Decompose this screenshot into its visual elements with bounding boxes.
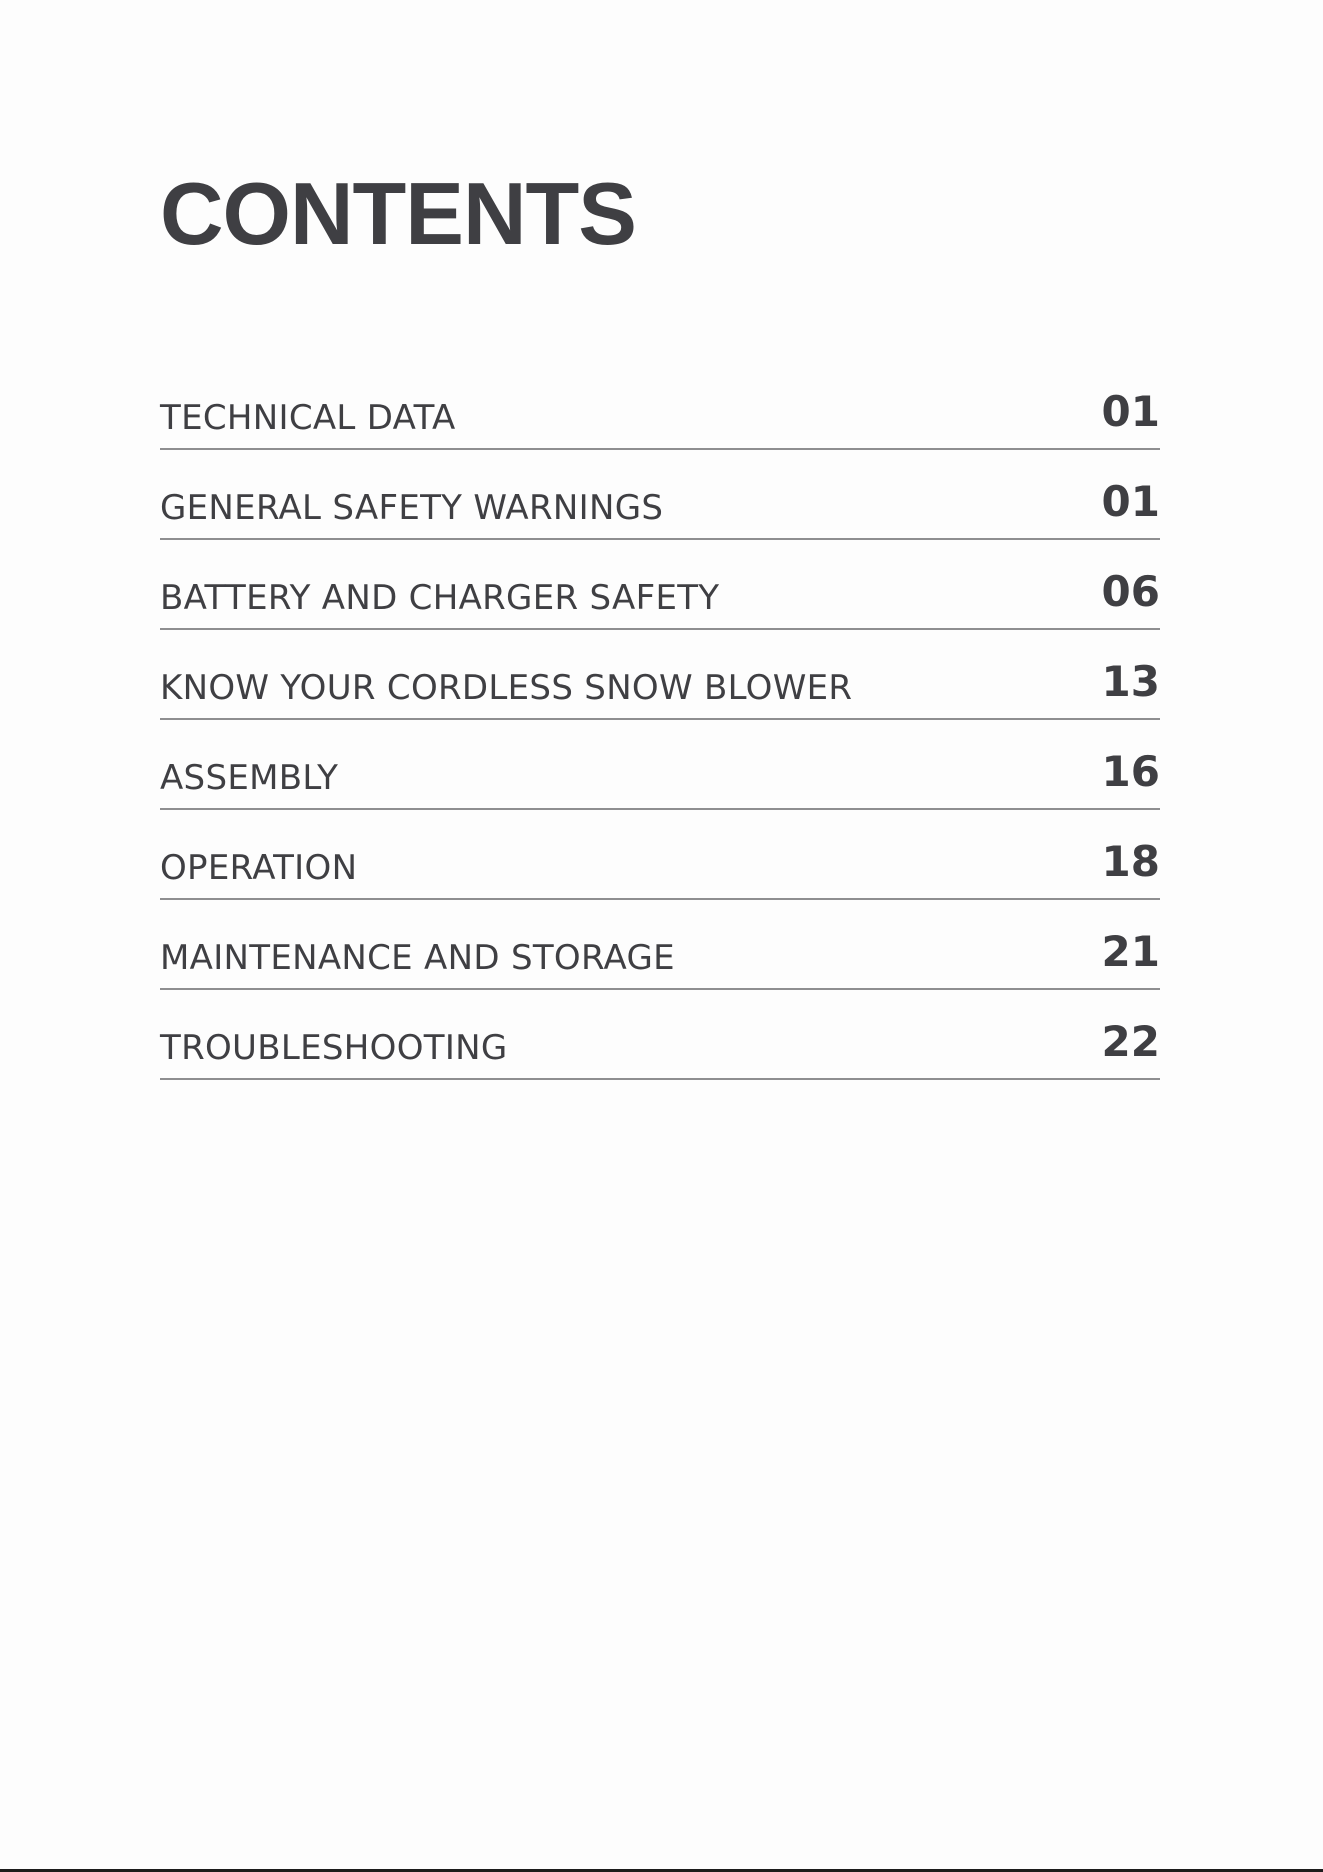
toc-entry-label: MAINTENANCE AND STORAGE bbox=[160, 938, 675, 978]
toc-entry-page-number: 22 bbox=[1101, 1017, 1160, 1066]
toc-entry-page-number: 01 bbox=[1101, 387, 1160, 436]
toc-entry-page-number: 06 bbox=[1101, 567, 1160, 616]
toc-entry-general-safety-warnings[interactable] bbox=[160, 450, 1160, 540]
toc-entry-troubleshooting[interactable] bbox=[160, 990, 1160, 1080]
toc-entry-label: BATTERY AND CHARGER SAFETY bbox=[160, 578, 720, 618]
table-of-contents bbox=[160, 360, 1160, 1080]
toc-entry-operation[interactable] bbox=[160, 810, 1160, 900]
toc-entry-maintenance-and-storage[interactable] bbox=[160, 900, 1160, 990]
toc-entry-label: OPERATION bbox=[160, 848, 358, 888]
page-title: CONTENTS bbox=[160, 164, 636, 263]
toc-entry-assembly[interactable] bbox=[160, 720, 1160, 810]
toc-entry-page-number: 18 bbox=[1101, 837, 1160, 886]
toc-entry-know-your-cordless-snow-blower[interactable] bbox=[160, 630, 1160, 720]
toc-entry-label: TROUBLESHOOTING bbox=[160, 1028, 508, 1068]
toc-entry-label: ASSEMBLY bbox=[160, 758, 339, 798]
toc-entry-technical-data[interactable] bbox=[160, 360, 1160, 450]
toc-entry-label: KNOW YOUR CORDLESS SNOW BLOWER bbox=[160, 668, 853, 708]
toc-entry-battery-and-charger-safety[interactable] bbox=[160, 540, 1160, 630]
toc-entry-page-number: 01 bbox=[1101, 477, 1160, 526]
toc-entry-page-number: 13 bbox=[1101, 657, 1160, 706]
toc-entry-label: GENERAL SAFETY WARNINGS bbox=[160, 488, 664, 528]
toc-entry-page-number: 16 bbox=[1101, 747, 1160, 796]
toc-entry-page-number: 21 bbox=[1101, 927, 1160, 976]
toc-entry-label: TECHNICAL DATA bbox=[160, 398, 456, 438]
